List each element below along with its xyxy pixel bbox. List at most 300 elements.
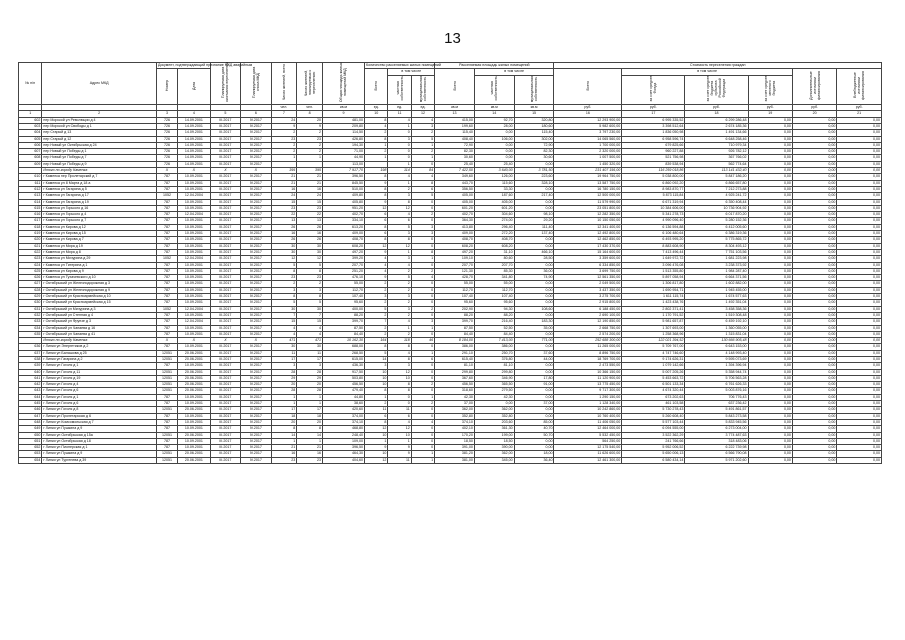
table-cell: 20 bbox=[271, 419, 297, 425]
table-cell: 637 bbox=[19, 350, 42, 356]
table-cell: г Каменка ул Горького д 16 bbox=[42, 205, 157, 211]
table-cell: 1 423 438,76 bbox=[622, 300, 685, 306]
table-cell: III.2017 bbox=[210, 231, 240, 237]
table-cell: 0,00 bbox=[792, 306, 836, 312]
table-cell: 787 bbox=[156, 413, 177, 419]
table-cell: 14.09.2001 bbox=[177, 155, 210, 161]
table-cell: 654 bbox=[19, 457, 42, 463]
table-cell: 8 bbox=[411, 180, 434, 186]
table-cell: 21 bbox=[297, 180, 323, 186]
table-cell: 376,80 bbox=[474, 356, 514, 362]
table-cell: 2 bbox=[388, 331, 411, 337]
table-cell: 18,00 bbox=[514, 451, 554, 457]
table-cell: 85,00 bbox=[514, 419, 554, 425]
table-cell: 3 699 750,00 bbox=[554, 268, 622, 274]
table-cell: 0 bbox=[411, 432, 434, 438]
table-cell: IV.2017 bbox=[241, 193, 271, 199]
table-cell: 0,00 bbox=[748, 168, 792, 174]
table-cell: 8 bbox=[365, 186, 388, 192]
table-cell: 0,00 bbox=[792, 382, 836, 388]
table-cell: 28 bbox=[297, 369, 323, 375]
table-cell: 408,70 bbox=[435, 237, 475, 243]
table-cell: 0 bbox=[411, 331, 434, 337]
table-cell: 456,50 bbox=[322, 382, 364, 388]
table-cell: 521 756,98 bbox=[622, 155, 685, 161]
table-cell: 643 bbox=[19, 388, 42, 394]
table-cell: 95,60 bbox=[435, 300, 475, 306]
table-cell: 0,00 bbox=[837, 256, 882, 262]
table-cell: г Каменка ул Кирова д 15 bbox=[42, 231, 157, 237]
table-cell: III.2017 bbox=[210, 224, 240, 230]
table-cell: 5 577 103,44 bbox=[622, 419, 685, 425]
table-cell: 23 051 800,00 bbox=[554, 205, 622, 211]
table-cell: IV.2017 bbox=[241, 419, 271, 425]
table-cell: 14.09.2001 bbox=[177, 117, 210, 123]
table-cell: 187,60 bbox=[474, 193, 514, 199]
table-cell: IV.2017 bbox=[241, 243, 271, 249]
table-cell: 601,20 bbox=[435, 205, 475, 211]
table-cell: 2 bbox=[411, 401, 434, 407]
table-cell: 564 250,00 bbox=[554, 438, 622, 444]
table-cell: 251,20 bbox=[322, 268, 364, 274]
table-cell: 9 bbox=[365, 275, 388, 281]
table-cell: 29 bbox=[297, 375, 323, 381]
table-cell: 2 473 550,00 bbox=[554, 363, 622, 369]
table-cell: 0,00 bbox=[837, 136, 882, 142]
table-cell: 1 492 351,04 bbox=[685, 300, 748, 306]
unit-cell: руб. bbox=[792, 105, 836, 111]
table-cell: 706 776,43 bbox=[685, 394, 748, 400]
table-cell: 5 709 767,00 bbox=[622, 344, 685, 350]
table-cell: 1 836 050,98 bbox=[622, 130, 685, 136]
table-cell: 616 bbox=[19, 212, 42, 218]
table-cell: 5 bbox=[365, 306, 388, 312]
table-cell: 199,00 bbox=[474, 432, 514, 438]
table-cell: 13 bbox=[297, 218, 323, 224]
table-cell: 1 700 000,00 bbox=[554, 142, 622, 148]
table-cell: 5 897 058,94 bbox=[622, 275, 685, 281]
table-cell: 409,00 bbox=[322, 231, 364, 237]
table-cell: Итого по городу Каменка bbox=[42, 338, 157, 344]
table-cell: 650 bbox=[19, 432, 42, 438]
table-cell: 0 bbox=[411, 388, 434, 394]
table-cell: 428,70 bbox=[435, 275, 475, 281]
table-cell: 299,80 bbox=[435, 369, 475, 375]
table-cell: 5 007 205,26 bbox=[622, 369, 685, 375]
unit-cell: руб. bbox=[554, 105, 622, 111]
column-number-cell: 6 bbox=[241, 111, 271, 117]
table-cell: 9 bbox=[271, 124, 297, 130]
table-cell: 0,00 bbox=[792, 117, 836, 123]
table-cell: 12.04.2004 bbox=[177, 306, 210, 312]
table-cell: 6 958 596,74 bbox=[622, 136, 685, 142]
table-cell: 395 bbox=[271, 168, 297, 174]
table-cell: 20.06.2001 bbox=[177, 457, 210, 463]
table-cell: 0,00 bbox=[837, 249, 882, 255]
table-cell: 415,00 bbox=[435, 117, 475, 123]
table-cell: 0,00 bbox=[837, 407, 882, 413]
table-cell: 0,00 bbox=[514, 294, 554, 300]
table-cell: 1 315 831,04 bbox=[685, 331, 748, 337]
table-cell: 0,00 bbox=[792, 243, 836, 249]
table-cell: 8 bbox=[411, 249, 434, 255]
table-cell: 2 bbox=[411, 306, 434, 312]
table-cell: 0,00 bbox=[748, 256, 792, 262]
table-cell: 624 bbox=[19, 262, 42, 268]
table-cell: 5 bbox=[297, 262, 323, 268]
table-cell: 1 079 142,66 bbox=[622, 363, 685, 369]
table-cell: 3 bbox=[365, 294, 388, 300]
table-cell: 399,70 bbox=[322, 319, 364, 325]
table-cell: 95,60 bbox=[474, 300, 514, 306]
table-cell: 0,00 bbox=[837, 294, 882, 300]
table-cell: 0 bbox=[388, 130, 411, 136]
table-cell: 0,00 bbox=[837, 394, 882, 400]
table-cell: 9 bbox=[388, 451, 411, 457]
table-cell: 602 bbox=[19, 117, 42, 123]
table-cell: 0,00 bbox=[474, 142, 514, 148]
table-cell: 10.09.2001 bbox=[177, 331, 210, 337]
table-cell: 36,00 bbox=[514, 268, 554, 274]
table-cell: 628 bbox=[19, 287, 42, 293]
table-cell: III.2017 bbox=[210, 319, 240, 325]
table-cell: 10.09.2001 bbox=[177, 363, 210, 369]
table-cell: IV.2017 bbox=[241, 350, 271, 356]
table-cell: 413,80 bbox=[435, 224, 475, 230]
table-cell: 9 bbox=[365, 445, 388, 451]
table-cell: 4 747 746,60 bbox=[622, 350, 685, 356]
table-cell: 615,00 bbox=[322, 356, 364, 362]
table-cell: 11 bbox=[388, 407, 411, 413]
header-doc-number: Номер bbox=[156, 69, 177, 105]
table-cell: 0,00 bbox=[748, 382, 792, 388]
table-cell: 603 bbox=[19, 124, 42, 130]
table-cell: 8 896 750,00 bbox=[554, 350, 622, 356]
table-cell: 0,00 bbox=[748, 149, 792, 155]
table-cell: 12 bbox=[297, 256, 323, 262]
table-cell: IV.2017 bbox=[241, 363, 271, 369]
table-cell: 18,50 bbox=[474, 438, 514, 444]
table-cell: IV.2017 bbox=[241, 237, 271, 243]
table-cell: 364,30 bbox=[435, 218, 475, 224]
table-cell: 3 359 600,00 bbox=[554, 256, 622, 262]
table-cell: III.2017 bbox=[210, 294, 240, 300]
table-cell: 1 649 972,72 bbox=[622, 256, 685, 262]
table-cell: IV.2017 bbox=[241, 382, 271, 388]
table-cell: IV.2017 bbox=[241, 130, 271, 136]
table-cell: 137,40 bbox=[514, 231, 554, 237]
unit-cell: чел. bbox=[297, 105, 323, 111]
table-cell: III.2017 bbox=[210, 205, 240, 211]
table-cell: 497,20 bbox=[435, 249, 475, 255]
table-cell: 10.09.2001 bbox=[177, 312, 210, 318]
table-cell: III.2017 bbox=[210, 438, 240, 444]
table-cell: 199,60 bbox=[435, 124, 475, 130]
table-cell: 10.09.2001 bbox=[177, 174, 210, 180]
table-cell: 0,00 bbox=[514, 331, 554, 337]
table-cell: 787 bbox=[156, 281, 177, 287]
table-cell: 787 bbox=[156, 174, 177, 180]
table-cell: 0,00 bbox=[837, 275, 882, 281]
table-cell: 5 003 876,16 bbox=[685, 388, 748, 394]
table-cell: 1 bbox=[411, 350, 434, 356]
table-cell: 21 bbox=[297, 174, 323, 180]
table-cell: 405,00 bbox=[474, 199, 514, 205]
table-cell: 0,00 bbox=[837, 130, 882, 136]
table-cell: 0,00 bbox=[837, 186, 882, 192]
table-cell: 2 bbox=[365, 312, 388, 318]
table-cell: 0 bbox=[411, 237, 434, 243]
table-cell: IV.2017 bbox=[241, 256, 271, 262]
table-cell: 0,00 bbox=[837, 281, 882, 287]
table-cell: 0,00 bbox=[748, 174, 792, 180]
table-cell: 0,00 bbox=[748, 136, 792, 142]
table-cell: 16 bbox=[271, 231, 297, 237]
table-cell: 1 007 500,00 bbox=[554, 155, 622, 161]
table-cell: 637 236,42 bbox=[685, 401, 748, 407]
table-cell: 4 bbox=[411, 419, 434, 425]
table-cell: г Каменка ул Горького д 4 bbox=[42, 212, 157, 218]
table-cell: 1 bbox=[297, 155, 323, 161]
table-cell: IV.2017 bbox=[241, 205, 271, 211]
table-cell: 12 bbox=[365, 457, 388, 463]
table-cell: 1052 bbox=[156, 306, 177, 312]
table-cell: 787 bbox=[156, 438, 177, 444]
header-area-municipal: муниципальная собственность bbox=[514, 75, 554, 105]
table-cell: 0,00 bbox=[837, 356, 882, 362]
header-cost-extra: Дополнительные источники финансирования bbox=[792, 69, 836, 105]
table-cell: 16 bbox=[271, 186, 297, 192]
table-cell: 0,00 bbox=[748, 401, 792, 407]
table-cell: IV.2017 bbox=[241, 262, 271, 268]
table-cell: III.2017 bbox=[210, 363, 240, 369]
table-cell: 5 bbox=[411, 136, 434, 142]
table-cell: г Липки ул Пушкина д 9 bbox=[42, 451, 157, 457]
table-cell: IV.2017 bbox=[241, 300, 271, 306]
table-cell: III.2017 bbox=[210, 325, 240, 331]
table-cell: 396,50 bbox=[322, 445, 364, 451]
table-cell: 23 bbox=[271, 205, 297, 211]
header-area-total: Всего bbox=[435, 69, 475, 105]
table-cell: 787 bbox=[156, 344, 177, 350]
table-cell: IV.2017 bbox=[241, 356, 271, 362]
table-cell: 115,40 bbox=[514, 130, 554, 136]
table-cell: 1 bbox=[388, 124, 411, 130]
table-row bbox=[19, 457, 882, 463]
table-cell: 6 299 286,48 bbox=[685, 117, 748, 123]
table-cell: 0,00 bbox=[837, 388, 882, 394]
table-cell: 10.09.2001 bbox=[177, 394, 210, 400]
table-cell: 726 bbox=[156, 155, 177, 161]
table-cell: 9 bbox=[388, 445, 411, 451]
table-cell: 18 bbox=[271, 413, 297, 419]
table-cell: 84,40 bbox=[435, 331, 475, 337]
table-cell: 609 bbox=[19, 161, 42, 167]
table-cell: 109,00 bbox=[322, 438, 364, 444]
table-cell: III.2017 bbox=[210, 369, 240, 375]
table-cell: III.2017 bbox=[210, 117, 240, 123]
table-cell: IV.2017 bbox=[241, 325, 271, 331]
table-cell: 3 640,00 bbox=[474, 168, 514, 174]
table-cell: 3 bbox=[388, 193, 411, 199]
table-cell: 20 bbox=[297, 419, 323, 425]
table-cell: 20.06.2001 bbox=[177, 375, 210, 381]
table-cell: 3 275 700,00 bbox=[554, 294, 622, 300]
table-cell: 40,70 bbox=[514, 426, 554, 432]
unit-cell: кв.м bbox=[514, 105, 554, 111]
table-cell: 9 174 626,31 bbox=[622, 356, 685, 362]
table-cell: 1 bbox=[411, 256, 434, 262]
table-cell: 436,30 bbox=[322, 363, 364, 369]
unit-cell: руб. bbox=[837, 105, 882, 111]
table-cell: г Каменка пер Пролетарский д 7 bbox=[42, 174, 157, 180]
table-cell: 207,70 bbox=[474, 262, 514, 268]
table-cell: 1 945 455,00 bbox=[685, 287, 748, 293]
table-cell: 787 bbox=[156, 319, 177, 325]
table-cell: г Октябрьский ул Железнодорожная д 9 bbox=[42, 287, 157, 293]
header-cost-total: Всего bbox=[554, 69, 622, 105]
table-cell: 10 760 400,00 bbox=[554, 413, 622, 419]
table-cell: 0 bbox=[411, 262, 434, 268]
table-cell: 1 bbox=[297, 438, 323, 444]
table-cell: 12 bbox=[271, 256, 297, 262]
table-cell: 5 453 663,72 bbox=[622, 375, 685, 381]
table-cell: 92,70 bbox=[474, 117, 514, 123]
table-cell: 409,80 bbox=[322, 193, 364, 199]
table-cell: пер Морской ул Революции д 4 bbox=[42, 117, 157, 123]
table-cell: 0,00 bbox=[792, 136, 836, 142]
table-cell: 6 bbox=[365, 212, 388, 218]
table-cell: 26 bbox=[297, 224, 323, 230]
table-cell: 3 bbox=[271, 363, 297, 369]
table-cell: 0 bbox=[411, 375, 434, 381]
table-cell: 2 674 185,36 bbox=[685, 124, 748, 130]
table-cell: 81,10 bbox=[435, 363, 475, 369]
column-number-cell: 21 bbox=[837, 111, 882, 117]
table-cell: 5 358 944,74 bbox=[685, 369, 748, 375]
table-cell: 8 bbox=[365, 136, 388, 142]
table-cell: 3 bbox=[411, 231, 434, 237]
table-cell: 84,40 bbox=[322, 331, 364, 337]
table-cell: 1 bbox=[411, 451, 434, 457]
table-cell: 1 bbox=[411, 457, 434, 463]
table-cell: 302,00 bbox=[514, 136, 554, 142]
table-cell: 613,20 bbox=[322, 224, 364, 230]
table-cell: 0,00 bbox=[748, 363, 792, 369]
table-cell: 9 595 073,69 bbox=[685, 356, 748, 362]
header-total-area: Общая площадь жилых помещений МКД bbox=[322, 63, 364, 105]
table-cell: 198 bbox=[365, 168, 388, 174]
table-cell: 3 437 350,00 bbox=[554, 287, 622, 293]
table-cell: 164 bbox=[365, 338, 388, 344]
table-cell: 2 bbox=[388, 186, 411, 192]
table-cell: 10 bbox=[365, 451, 388, 457]
table-cell: 0,00 bbox=[792, 256, 836, 262]
table-cell: 639 bbox=[19, 363, 42, 369]
table-cell: 23 bbox=[297, 205, 323, 211]
table-cell: 6 501 133,34 bbox=[622, 382, 685, 388]
table-cell: 209,80 bbox=[322, 124, 364, 130]
header-cost-noncomp: Внебюджетные источники финансирования bbox=[837, 69, 882, 105]
table-cell: III.2017 bbox=[210, 375, 240, 381]
table-cell: 118 bbox=[388, 338, 411, 344]
table-cell: г Каменка ул Титерина д 1 bbox=[42, 262, 157, 268]
table-cell: 1 360 055,00 bbox=[685, 325, 748, 331]
table-cell: III.2017 bbox=[210, 312, 240, 318]
table-cell: 0,00 bbox=[792, 161, 836, 167]
table-cell: 0,00 bbox=[792, 224, 836, 230]
table-cell: 241 766,66 bbox=[622, 438, 685, 444]
table-cell: 0,00 bbox=[514, 262, 554, 268]
table-cell: 0 bbox=[411, 281, 434, 287]
table-cell: 503,80 bbox=[322, 375, 364, 381]
table-cell: 6 459 192,10 bbox=[685, 319, 748, 325]
table-cell: 1 513 355,80 bbox=[622, 268, 685, 274]
table-cell: 405,00 bbox=[435, 193, 475, 199]
table-cell: 625 bbox=[19, 268, 42, 274]
table-cell: 0,00 bbox=[514, 161, 554, 167]
table-cell: 0,00 bbox=[748, 287, 792, 293]
table-cell: 20 bbox=[297, 117, 323, 123]
table-cell: 0,00 bbox=[514, 287, 554, 293]
table-cell: 0,00 bbox=[792, 426, 836, 432]
table-cell: 3 bbox=[388, 256, 411, 262]
table-cell: 37,00 bbox=[514, 401, 554, 407]
table-cell: г Каменка ул Мира д 8 bbox=[42, 249, 157, 255]
table-cell: 121,30 bbox=[435, 268, 475, 274]
table-cell: 8 bbox=[271, 426, 297, 432]
table-cell: 2 bbox=[297, 281, 323, 287]
table-cell: 15 bbox=[271, 199, 297, 205]
table-cell: III.2017 bbox=[210, 180, 240, 186]
table-cell: 645 bbox=[19, 401, 42, 407]
table-cell: 0 bbox=[411, 312, 434, 318]
table-cell: 35,00 bbox=[514, 325, 554, 331]
table-cell: 443,70 bbox=[435, 180, 475, 186]
table-cell: 28,50 bbox=[514, 256, 554, 262]
table-cell: IV.2017 bbox=[241, 407, 271, 413]
table-cell: 0,00 bbox=[792, 432, 836, 438]
header-area-private: частная собственность bbox=[474, 75, 514, 105]
table-cell: 8 bbox=[365, 174, 388, 180]
table-cell: 787 bbox=[156, 218, 177, 224]
header-cost-local: за счет средств местного бюджета bbox=[748, 75, 792, 105]
table-cell: 608 bbox=[19, 155, 42, 161]
table-cell: 0,00 bbox=[748, 231, 792, 237]
table-cell: 7 bbox=[297, 312, 323, 318]
table-cell: IV.2017 bbox=[241, 445, 271, 451]
table-cell: 5 bbox=[365, 350, 388, 356]
table-cell: IV.2017 bbox=[241, 124, 271, 130]
table-cell: 4 bbox=[271, 331, 297, 337]
table-cell: 0,00 bbox=[514, 312, 554, 318]
table-cell: IV.2017 bbox=[241, 224, 271, 230]
table-cell: 0,00 bbox=[792, 249, 836, 255]
table-cell: 88,20 bbox=[435, 312, 475, 318]
table-cell: 0,00 bbox=[837, 382, 882, 388]
table-cell: 12 464 000,00 bbox=[554, 426, 622, 432]
table-cell: IV.2017 bbox=[241, 388, 271, 394]
column-number-cell: 10 bbox=[365, 111, 388, 117]
table-cell: 1052 bbox=[156, 256, 177, 262]
table-cell: 0,00 bbox=[748, 306, 792, 312]
header-cost-region: за счет средств бюджета субъекта Российской Федерации bbox=[685, 75, 748, 105]
table-cell: 601,20 bbox=[474, 205, 514, 211]
table-cell: 20.06.2001 bbox=[177, 369, 210, 375]
table-cell: 6 bbox=[365, 231, 388, 237]
table-cell: 8 bbox=[297, 426, 323, 432]
table-cell: 0,00 bbox=[792, 124, 836, 130]
